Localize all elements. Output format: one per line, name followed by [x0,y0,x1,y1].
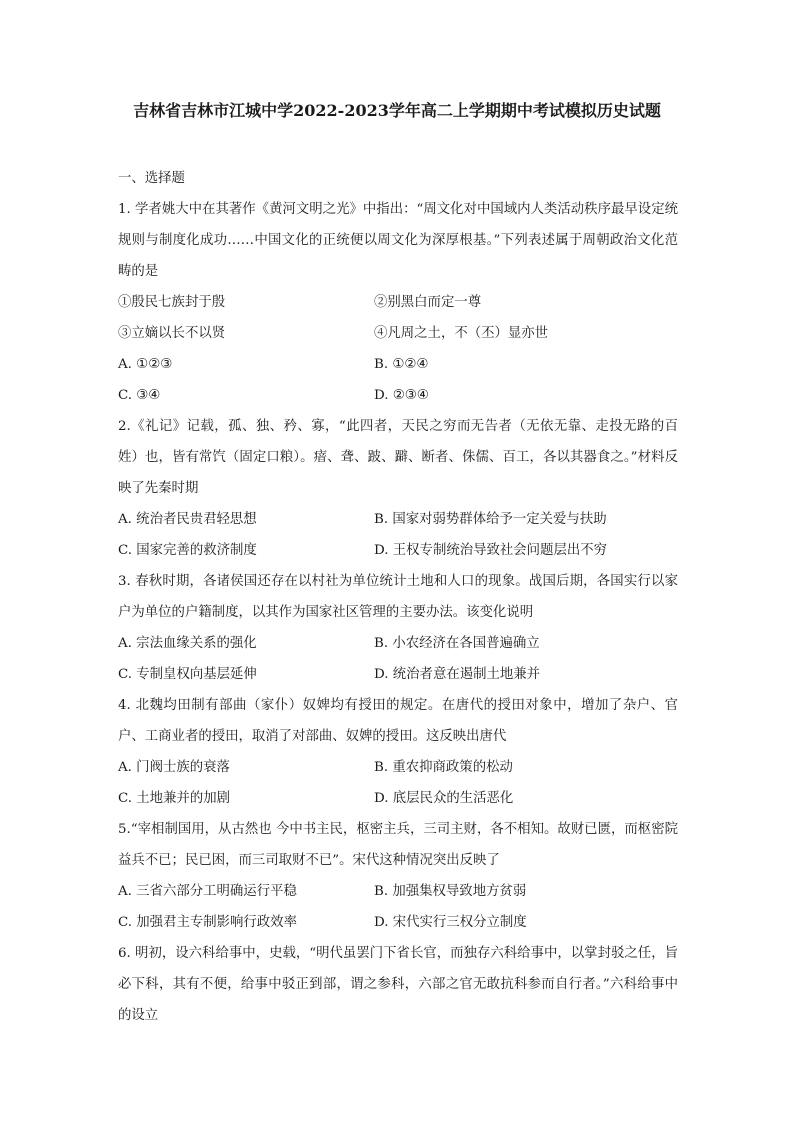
option-row [118,907,678,938]
question-1 [118,194,678,411]
question-4 [118,690,678,814]
question-stem: 1. 学者姚大中在其著作《黄河文明之光》中指出：“周文化对中国域内人类活动秩序最早设定统规则与制度化成功……中国文化的正统便以周文化为深厚根基。”下列表述属于周朝政治文化范畴的是 [118,202,678,279]
section-heading: 一、选择题 [118,171,185,186]
question-stem: 6. 明初，设六科给事中，史载，“明代虽罢门下省长官，而独存六科给事中，以掌封驳之任，旨必下科，其有不便，给事中驳正到部，谓之参科，六部之官无敢抗科参而自行者。”六科给事中的设立 [118,946,678,1023]
question-stem: 2.《礼记》记载，孤、独、矜、寡，“此四者，天民之穷而无告者（无依无靠、走投无路的百姓）也，皆有常饩（固定口粮）。瘖、聋、跛、躃、断者、侏儒、百工，各以其器食之。”材料反映了先秦时期 [118,419,678,496]
option-b: B. 重农抑商政策的松动 [374,760,513,775]
option-row [118,535,678,566]
option-b: B. 国家对弱势群体给予一定关爱与扶助 [374,512,607,527]
page-title: 吉林省吉林市江城中学2022-2023学年高二上学期期中考试模拟历史试题 [133,101,661,120]
question-3 [118,566,678,690]
question-5 [118,814,678,938]
question-2 [118,411,678,566]
option-c: C. ③④ [118,388,161,403]
option-d: D. ②③④ [374,388,429,403]
option-c: C. 国家完善的救济制度 [118,543,257,558]
option-row [118,380,678,411]
option-row [118,783,678,814]
option-c: C. 土地兼并的加剧 [118,791,231,806]
option-d: D. 底层民众的生活恶化 [374,791,514,806]
question-stem: 5.“宰相制国用，从古然也 今中书主民，枢密主兵，三司主财，各不相知。故财已匮，而枢密院益兵不已；民已困，而三司取财不已”。宋代这种情况突出反映了 [118,822,678,868]
statement-item: ②别黑白而定一尊 [374,295,482,310]
option-row [118,628,678,659]
option-a: A. 三省六部分工明确运行平稳 [118,884,297,899]
statement-item: ①殷民七族封于殷 [118,295,226,310]
question-stem: 4. 北魏均田制有部曲（家仆）奴婢均有授田的规定。在唐代的授田对象中，增加了杂户、官户、工商业者的授田，取消了对部曲、奴婢的授田。这反映出唐代 [118,698,678,744]
option-c: C. 加强君主专制影响行政效率 [118,915,297,930]
statement-item: ③立嫡以长不以贤 [118,326,226,341]
option-row [118,752,678,783]
option-row [118,876,678,907]
option-a: A. ①②③ [118,357,173,372]
option-b: B. 小农经济在各国普遍确立 [374,636,540,651]
option-a: A. 宗法血缘关系的强化 [118,636,257,651]
option-b: B. 加强集权导致地方贫弱 [374,884,527,899]
option-row [118,349,678,380]
option-row [118,659,678,690]
statement-row [118,318,678,349]
option-d: D. 宋代实行三权分立制度 [374,915,527,930]
exam-content [118,163,678,1031]
option-a: A. 统治者民贵君轻思想 [118,512,257,527]
option-b: B. ①②④ [374,357,429,372]
option-a: A. 门阀士族的衰落 [118,760,230,775]
statement-row [118,287,678,318]
option-d: D. 王权专制统治导致社会问题层出不穷 [374,543,608,558]
question-stem: 3. 春秋时期，各诸侯国还存在以村社为单位统计土地和人口的现象。战国后期，各国实行以家户为单位的户籍制度，以其作为国家社区管理的主要办法。该变化说明 [118,574,678,620]
option-c: C. 专制皇权向基层延伸 [118,667,257,682]
question-6 [118,938,678,1031]
statement-item: ④凡周之土，不（丕）显亦世 [374,326,549,341]
option-row [118,504,678,535]
option-d: D. 统治者意在遏制土地兼并 [374,667,541,682]
